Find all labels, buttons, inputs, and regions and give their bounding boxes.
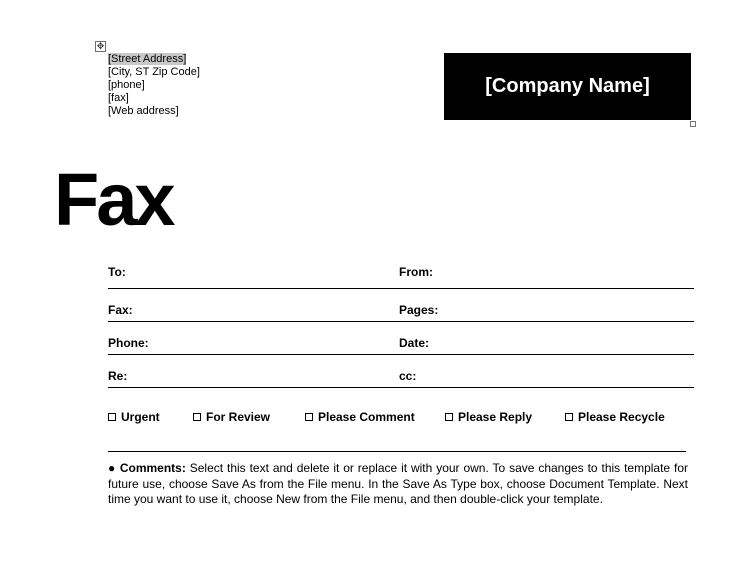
comments-text: Select this text and delete it or replace it with your own. To save changes to this template for future use, choose Save As from the File menu. In the Save As Type box, choose Document Template. Next time you want to use it, choose New from the File menu, and then double-click your template. <box>108 461 688 506</box>
checkbox-icon <box>305 413 313 421</box>
cc-label: cc: <box>399 369 417 383</box>
checkbox-label: Please Reply <box>458 410 533 424</box>
phone-date-row <box>108 336 694 355</box>
for-review-checkbox[interactable] <box>193 410 270 424</box>
checkbox-icon <box>445 413 453 421</box>
checkbox-label: For Review <box>206 410 271 424</box>
street-address-field[interactable] <box>108 53 200 66</box>
re-cc-row <box>108 369 694 388</box>
urgent-checkbox[interactable] <box>108 410 160 424</box>
from-label: From: <box>399 265 433 279</box>
checkbox-icon <box>193 413 201 421</box>
checkbox-label: Urgent <box>121 410 160 424</box>
please-comment-checkbox[interactable] <box>305 410 415 424</box>
company-name-box[interactable] <box>444 53 691 120</box>
to-from-row <box>108 265 694 289</box>
date-label: Date: <box>399 336 430 350</box>
checkbox-label: Please Recycle <box>578 410 665 424</box>
phone-label: Phone: <box>108 336 149 350</box>
web-address-field[interactable]: [Web address] <box>108 105 179 117</box>
page-title: Fax <box>54 158 173 241</box>
to-label: To: <box>108 265 126 279</box>
company-name-text: [Company Name] <box>485 75 650 97</box>
sender-address-block <box>108 53 200 118</box>
comments-paragraph[interactable] <box>108 461 688 508</box>
checkbox-icon <box>565 413 573 421</box>
fax-number-field[interactable]: [fax] <box>108 92 129 104</box>
re-label: Re: <box>108 369 128 383</box>
fax-pages-row <box>108 303 694 322</box>
table-move-handle-icon[interactable]: ✥ <box>96 41 105 51</box>
checkbox-label: Please Comment <box>318 410 415 424</box>
fax-label: Fax: <box>108 303 133 317</box>
divider <box>108 451 686 452</box>
please-recycle-checkbox[interactable] <box>565 410 665 424</box>
resize-handle-icon[interactable] <box>690 121 696 127</box>
comments-label: Comments: <box>119 461 186 475</box>
phone-field[interactable]: [phone] <box>108 79 145 91</box>
bullet-icon: ● <box>108 461 116 475</box>
city-state-zip-field[interactable]: [City, ST Zip Code] <box>108 66 200 78</box>
checkbox-icon <box>108 413 116 421</box>
pages-label: Pages: <box>399 303 439 317</box>
please-reply-checkbox[interactable] <box>445 410 532 424</box>
street-address-text: [Street Address] <box>108 53 187 65</box>
